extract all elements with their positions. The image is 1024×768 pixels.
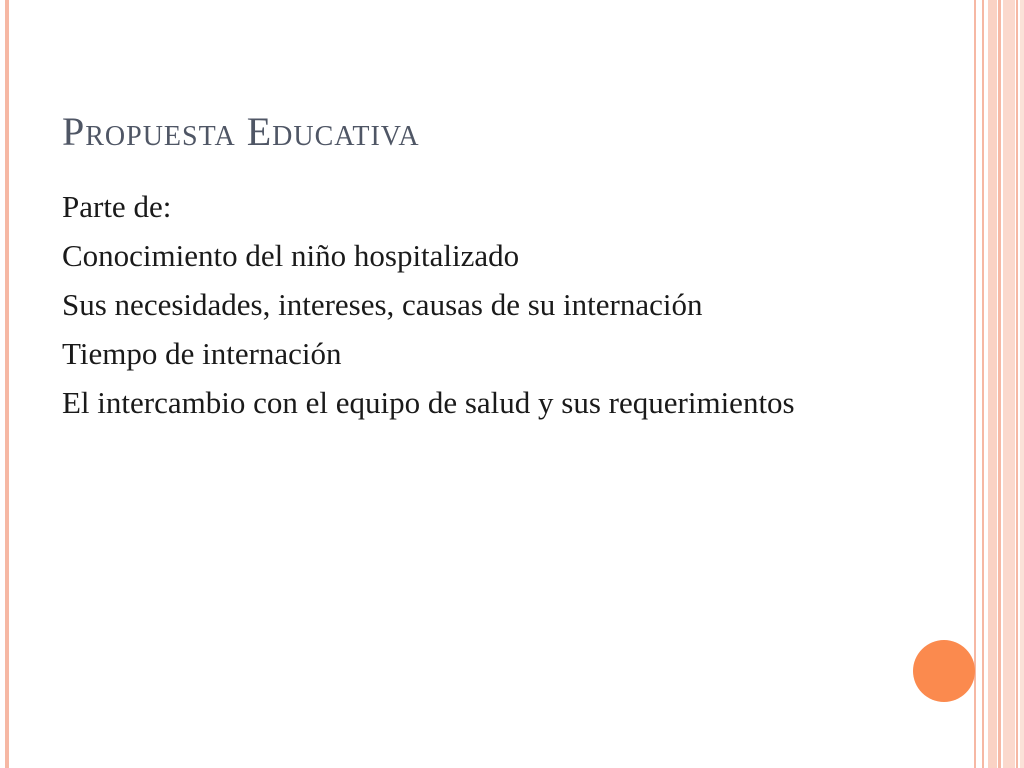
stripe bbox=[982, 0, 984, 768]
stripe bbox=[974, 0, 976, 768]
paragraph: Parte de: bbox=[62, 189, 172, 224]
stripe bbox=[1016, 0, 1018, 768]
paragraph: Conocimiento del niño hospitalizado bbox=[62, 238, 520, 273]
stripe bbox=[988, 0, 997, 768]
orange-circle-decoration bbox=[913, 640, 975, 702]
right-decorative-stripes bbox=[974, 0, 1024, 768]
slide-content bbox=[62, 187, 877, 432]
stripe bbox=[1003, 0, 1015, 768]
stripe bbox=[1020, 0, 1024, 768]
paragraph: Sus necesidades, intereses, causas de su internación bbox=[62, 287, 703, 322]
stripe bbox=[998, 0, 1001, 768]
slide-title: Propuesta Educativa bbox=[62, 109, 420, 154]
left-border-line bbox=[5, 0, 9, 768]
paragraph: El intercambio con el equipo de salud y sus requerimientos bbox=[62, 385, 795, 420]
paragraph: Tiempo de internación bbox=[62, 336, 342, 371]
